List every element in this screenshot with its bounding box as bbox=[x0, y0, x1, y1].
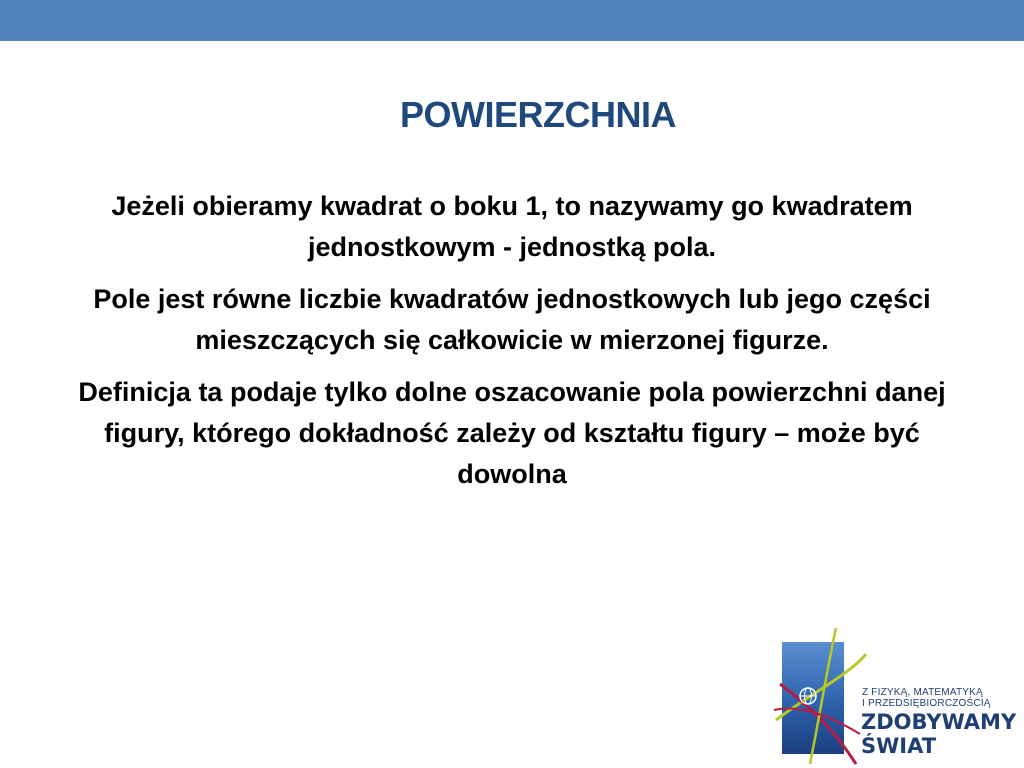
logo-word-swiat: ŚWIAT bbox=[861, 734, 937, 758]
logo-tagline-line1: Z FIZYKĄ, MATEMATYKĄ bbox=[862, 687, 983, 698]
logo-blue-panel bbox=[782, 642, 844, 754]
paragraph-lower-estimate: Definicja ta podaje tylko dolne oszacowanie pola powierzchni danej figury, którego dokładność zależy od kształtu figury – może być dowolna bbox=[78, 377, 946, 489]
paragraph-area-definition: Pole jest równe liczbie kwadratów jednostkowych lub jego części mieszczących się całkowicie w mierzonej figurze. bbox=[93, 284, 931, 355]
logo-word-zdobywamy: ZDOBYWAMY bbox=[861, 710, 1017, 734]
project-logo bbox=[770, 624, 1024, 768]
paragraph-unit-square: Jeżeli obieramy kwadrat o boku 1, to nazywamy go kwadratem jednostkowym - jednostką pola. bbox=[111, 191, 913, 262]
logo-tagline bbox=[862, 687, 991, 709]
top-accent-bar bbox=[0, 0, 1024, 41]
logo-tagline-line2: I PRZEDSIĘBIORCZOŚCIĄ bbox=[862, 698, 991, 709]
slide-title: POWIERZCHNIA bbox=[400, 94, 676, 135]
slide-body bbox=[60, 186, 964, 506]
